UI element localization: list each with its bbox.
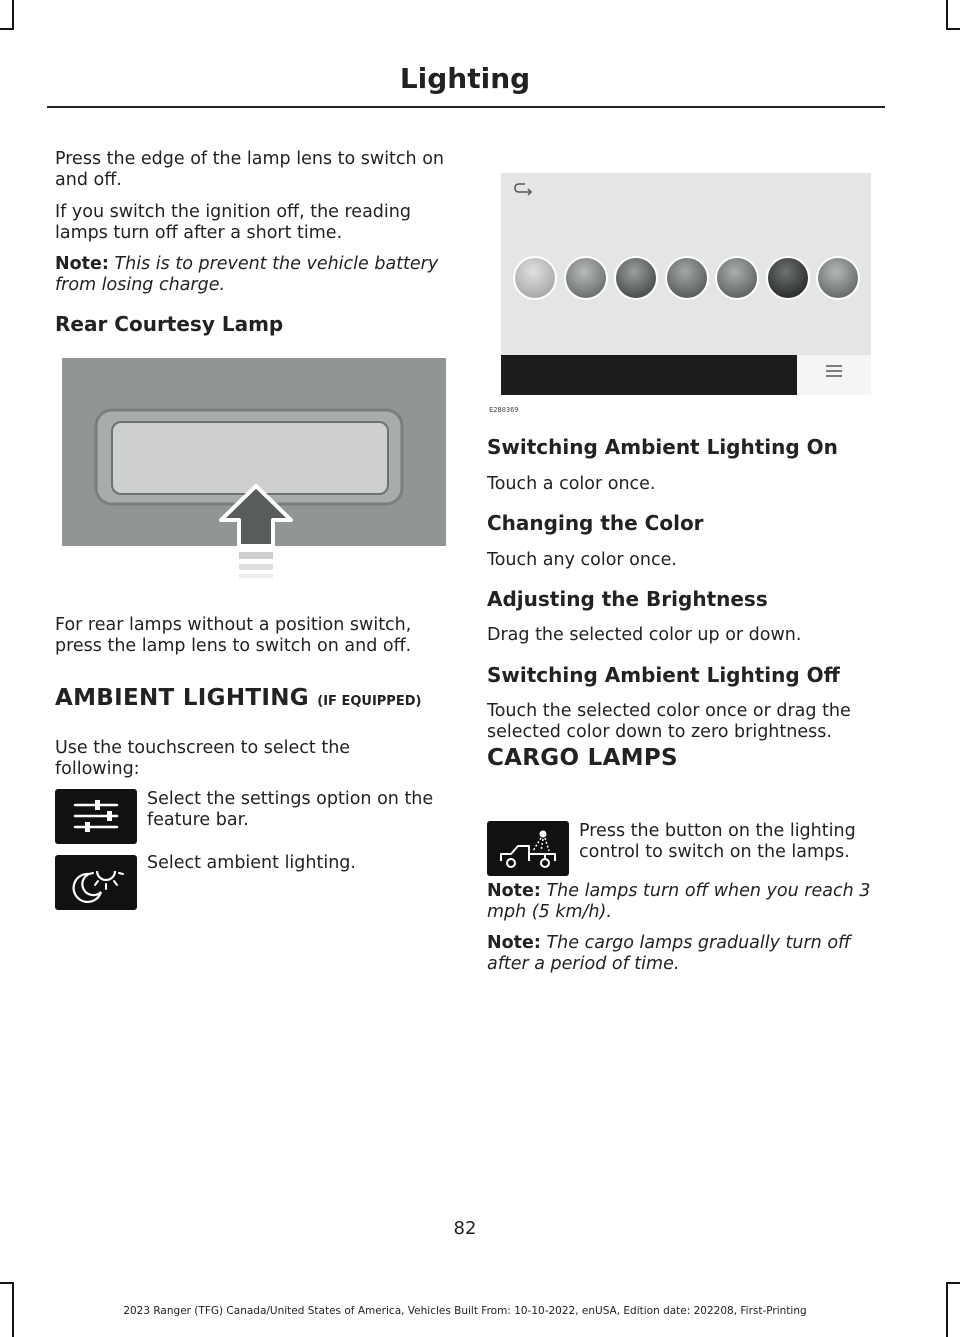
crop-mark	[946, 1282, 948, 1337]
brightness-heading: Adjusting the Brightness	[487, 587, 768, 611]
lamp-lens	[112, 422, 388, 494]
cargo-lamps-heading: CARGO LAMPS	[487, 745, 678, 771]
header-divider	[47, 106, 885, 108]
cargo-lamp-icon	[487, 821, 569, 876]
ambient-lighting-screen-illustration	[501, 173, 871, 395]
switching-on-text: Touch a color once.	[487, 474, 656, 494]
paragraph-lamp-lens: Press the edge of the lamp lens to switch on and off.	[55, 149, 444, 190]
note-text: This is to prevent the vehicle battery from losing charge.	[55, 254, 439, 295]
ambient-heading-text: AMBIENT LIGHTING	[55, 685, 309, 711]
ambient-heading-suffix: (IF EQUIPPED)	[317, 694, 422, 709]
note-text: The lamps turn off when you reach 3 mph (5 km/h).	[487, 881, 871, 922]
note-speed	[487, 881, 879, 923]
color-swatch	[767, 257, 809, 299]
note-label: Note:	[487, 881, 541, 901]
color-swatch	[514, 257, 556, 299]
rear-courtesy-lamp-heading: Rear Courtesy Lamp	[55, 312, 284, 336]
note-text: The cargo lamps gradually turn off after a period of time.	[487, 933, 851, 974]
crop-mark	[0, 1282, 14, 1284]
paragraph-reading-lamps: If you switch the ignition off, the reading lamps turn off after a short time.	[55, 202, 411, 243]
crop-mark	[946, 28, 960, 30]
note-gradual-off	[487, 933, 879, 975]
ambient-lighting-icon	[55, 855, 137, 910]
brightness-text: Drag the selected color up or down.	[487, 625, 802, 645]
note-battery	[55, 254, 450, 296]
color-swatch	[615, 257, 657, 299]
step-select-ambient: Select ambient lighting.	[147, 853, 356, 873]
crop-mark	[12, 0, 14, 30]
feature-bar	[501, 355, 797, 395]
color-swatch	[565, 257, 607, 299]
page-title: Lighting	[399, 62, 531, 95]
paragraph-rear-lamps: For rear lamps without a position switch, press the lamp lens to switch on and off.	[55, 615, 412, 656]
ambient-lighting-heading	[55, 685, 421, 711]
page-number: 82	[453, 1218, 477, 1239]
settings-tab	[797, 355, 871, 395]
color-swatch	[666, 257, 708, 299]
cargo-lamps-text: Press the button on the lighting control to switch on the lamps.	[579, 821, 856, 862]
switching-off-heading: Switching Ambient Lighting Off	[487, 663, 840, 687]
switching-off-text: Touch the selected color once or drag the selected color down to zero brightness.	[487, 701, 851, 742]
changing-color-heading: Changing the Color	[487, 511, 704, 535]
paragraph-touchscreen: Use the touchscreen to select the following:	[55, 738, 351, 779]
color-swatch	[817, 257, 859, 299]
rear-courtesy-lamp-illustration	[62, 358, 446, 580]
note-label: Note:	[55, 254, 109, 274]
note-label: Note:	[487, 933, 541, 953]
crop-mark	[946, 1282, 960, 1284]
figure-id: E280369	[489, 406, 519, 414]
settings-sliders-icon	[55, 789, 137, 844]
crop-mark	[0, 28, 14, 30]
color-swatch	[716, 257, 758, 299]
arrow-trail	[239, 552, 273, 559]
arrow-trail	[239, 564, 273, 570]
changing-color-text: Touch any color once.	[487, 550, 677, 570]
switching-on-heading: Switching Ambient Lighting On	[487, 435, 838, 459]
crop-mark	[946, 0, 948, 30]
step-select-settings: Select the settings option on the feature bar.	[147, 789, 434, 830]
footer-edition-info: 2023 Ranger (TFG) Canada/United States of America, Vehicles Built From: 10-10-2022, enUSA, Edition date: 202208, First-Printing	[123, 1305, 807, 1317]
arrow-trail	[239, 574, 273, 578]
